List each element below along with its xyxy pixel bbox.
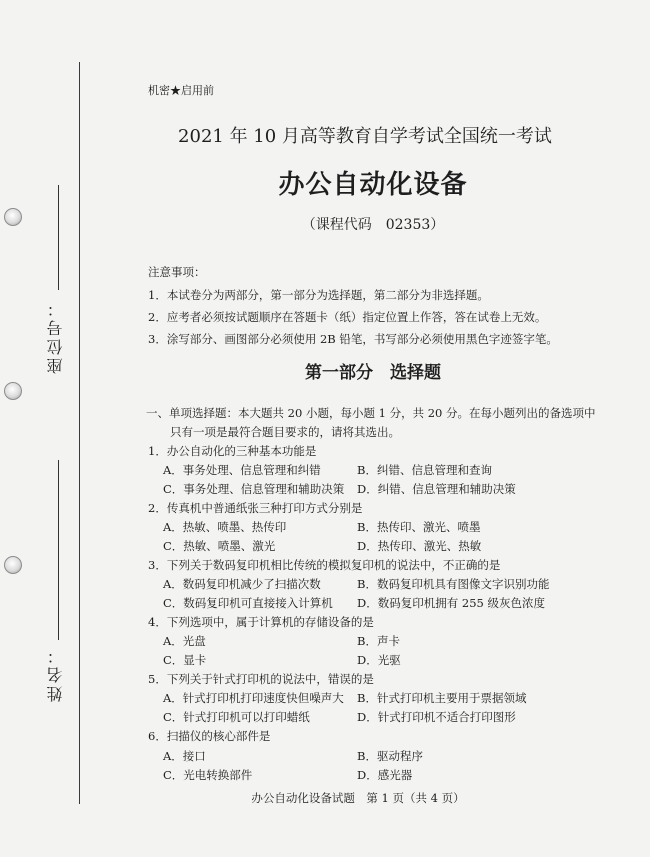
exam-title: 2021 年 10 月高等教育自学考试全国统一考试 xyxy=(178,126,552,147)
option-b: B．针式打印机主要用于票据领域 xyxy=(357,691,527,705)
option-c: C．事务处理、信息管理和辅助决策 xyxy=(163,482,345,496)
question-stem: 4．下列选项中，属于计算机的存储设备的是 xyxy=(148,615,374,629)
note-item: 1．本试卷分为两部分，第一部分为选择题，第二部分为非选择题。 xyxy=(148,288,489,302)
option-d: D．热传印、激光、热敏 xyxy=(357,539,482,553)
option-a: A．热敏、喷墨、热传印 xyxy=(163,520,287,534)
note-item: 2．应考者必须按试题顺序在答题卡（纸）指定位置上作答，答在试卷上无效。 xyxy=(148,310,547,324)
option-b: B．驱动程序 xyxy=(357,749,423,763)
option-d: D．感光器 xyxy=(357,768,413,782)
option-a: A．数码复印机减少了扫描次数 xyxy=(163,577,321,591)
part-title: 第一部分 选择题 xyxy=(305,363,441,383)
option-b: B．纠错、信息管理和查询 xyxy=(357,463,492,477)
question-stem: 3．下列关于数码复印机相比传统的模拟复印机的说法中，不正确的是 xyxy=(148,558,501,572)
name-fill-line xyxy=(58,460,59,640)
seat-number-label: 座位号： xyxy=(46,298,65,374)
notes-title: 注意事项： xyxy=(148,265,206,279)
option-b: B．热传印、激光、喷墨 xyxy=(357,520,481,534)
option-c: C．热敏、喷墨、激光 xyxy=(163,539,276,553)
option-d: D．纠错、信息管理和辅助决策 xyxy=(357,482,516,496)
course-code: （课程代码 02353） xyxy=(301,217,445,233)
page-footer: 办公自动化设备试题 第 1 页（共 4 页） xyxy=(251,791,465,805)
option-a: A．接口 xyxy=(163,749,206,763)
subject-title: 办公自动化设备 xyxy=(278,170,468,200)
question-stem: 6．扫描仪的核心部件是 xyxy=(148,729,271,743)
option-a: A．针式打印机打印速度快但噪声大 xyxy=(163,691,344,705)
option-d: D．针式打印机不适合打印图形 xyxy=(357,710,516,724)
question-stem: 1．办公自动化的三种基本功能是 xyxy=(148,444,317,458)
note-item: 3．涂写部分、画图部分必须使用 2B 铅笔，书写部分必须使用黑色字迹签字笔。 xyxy=(148,332,558,346)
section-instruction: 只有一项是最符合题目要求的，请将其选出。 xyxy=(170,425,400,439)
option-a: A．光盘 xyxy=(163,634,206,648)
option-d: D．光驱 xyxy=(357,653,401,667)
option-d: D．数码复印机拥有 255 级灰色浓度 xyxy=(357,596,545,610)
question-stem: 2．传真机中普通纸张三种打印方式分别是 xyxy=(148,501,363,515)
option-a: A．事务处理、信息管理和纠错 xyxy=(163,463,321,477)
option-c: C．针式打印机可以打印蜡纸 xyxy=(163,710,310,724)
option-c: C．显卡 xyxy=(163,653,207,667)
option-c: C．数码复印机可直接接入计算机 xyxy=(163,596,333,610)
option-b: B．数码复印机具有图像文字识别功能 xyxy=(357,577,550,591)
option-c: C．光电转换部件 xyxy=(163,768,253,782)
section-instruction: 一、单项选择题：本大题共 20 小题，每小题 1 分，共 20 分。在每小题列出的备选项中 xyxy=(146,406,596,420)
punch-hole-middle xyxy=(4,382,22,400)
option-b: B．声卡 xyxy=(357,634,400,648)
question-stem: 5．下列关于针式打印机的说法中，错误的是 xyxy=(148,672,374,686)
name-label: 姓名： xyxy=(46,645,65,702)
punch-hole-bottom xyxy=(4,556,22,574)
confidential-mark: 机密★启用前 xyxy=(148,84,214,97)
